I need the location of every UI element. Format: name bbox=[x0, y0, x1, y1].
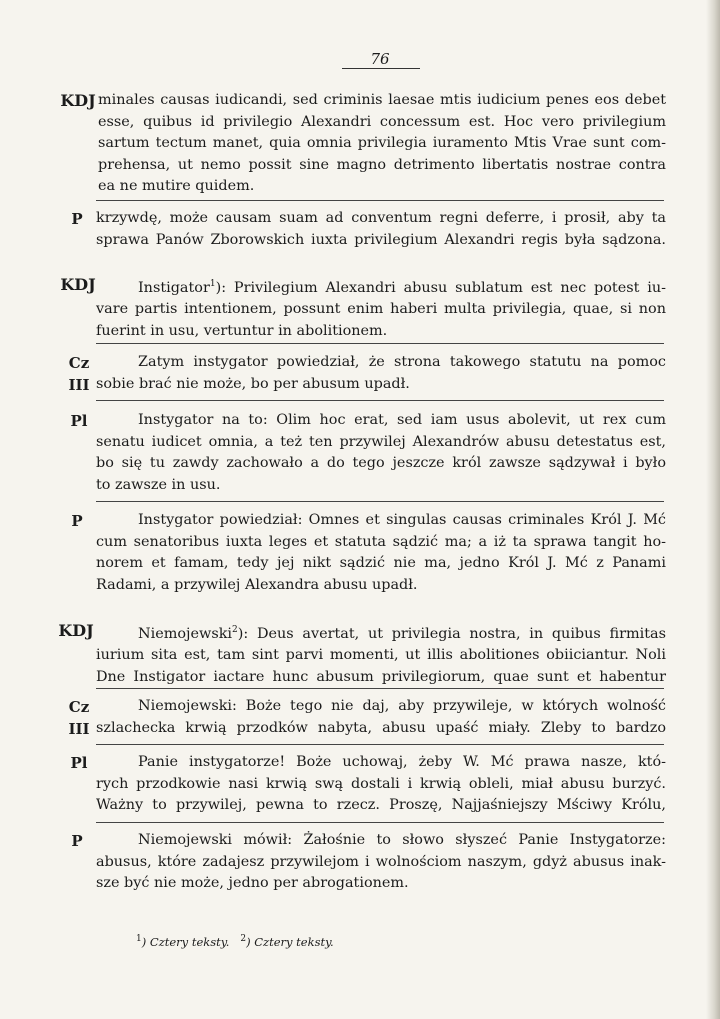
text-line: szlachecka krwią przodków nabyta, abusu upaść miały. Zleby to bardzo bbox=[96, 719, 666, 736]
text-line: cum senatoribus iuxta leges et statuta sądzić ma; a iż ta sprawa tangit ho- bbox=[96, 533, 666, 550]
source-label: KDJ bbox=[58, 621, 94, 640]
source-label: KDJ bbox=[60, 91, 96, 110]
text-line: fuerint in usu, vertuntur in abolitionem. bbox=[96, 322, 388, 339]
footnote-ref: 2 bbox=[232, 625, 238, 635]
text-line: sze być nie może, jedno per abrogationem. bbox=[96, 875, 409, 892]
text-line: prehensa, ut nemo possit sine magno detrimento libertatis nostrae contra bbox=[98, 156, 666, 173]
text-line: Niemojewski mówił: Żałośnie to słowo słyszeć Panie Instygatorze: bbox=[138, 832, 666, 848]
text-line: Niemojewski$^2$): Deus avertat, ut privilegia nostra, in quibus firmitas bbox=[138, 625, 666, 642]
source-label: KDJ bbox=[60, 275, 96, 294]
text-line: Instygator powiedział: Omnes et singulas causas criminales Król J. Mć bbox=[138, 512, 666, 528]
text-line: sprawa Panów Zborowskich iuxta privilegium Alexandri regis była sądzona. bbox=[96, 231, 666, 248]
block-text bbox=[96, 830, 666, 895]
divider-rule bbox=[96, 200, 664, 201]
divider-rule bbox=[96, 822, 664, 823]
source-label: Pl bbox=[70, 754, 88, 772]
source-label-secondary: III bbox=[68, 720, 90, 738]
text-line: Niemojewski: Boże tego nie daj, aby przywileje, w których wolność bbox=[138, 698, 666, 714]
divider-rule bbox=[96, 744, 664, 745]
text-line: Instigator$^1$): Privilegium Alexandri abusu sublatum est nec potest iu- bbox=[138, 279, 666, 296]
source-label: Cz bbox=[68, 698, 90, 716]
speaker-name: Niemojewski bbox=[138, 625, 233, 642]
text-line: Dne Instigator iactare hunc abusum privilegiorum, quae sunt et habentur bbox=[96, 668, 666, 685]
divider-rule bbox=[96, 688, 664, 689]
block-text bbox=[96, 410, 666, 496]
text-line: vare partis intentionem, possunt enim haberi multa privilegia, quae, si non bbox=[96, 301, 666, 318]
divider-rule bbox=[96, 501, 664, 502]
speaker-name: Instigator bbox=[138, 279, 210, 296]
footnote-number: 2 bbox=[240, 934, 247, 944]
block-text bbox=[96, 620, 666, 689]
text-line: krzywdę, może causam suam ad conventum regni deferre, i prosił, aby ta bbox=[96, 210, 666, 226]
source-label: P bbox=[71, 832, 83, 850]
text-line: norem et famam, tedy jej nikt sądzić nie ma, jedno Król J. Mć z Panami bbox=[96, 555, 666, 572]
text-line: iurium sita est, tam sint parvi momenti, ut illis abolitiones obiiciantur. Noli bbox=[96, 647, 666, 664]
block-text bbox=[96, 510, 666, 596]
text-line: bo się tu zawdy zachowało a do tego jeszcze król zawsze sądzywał i było bbox=[96, 455, 666, 472]
page-number: 76 bbox=[370, 50, 390, 68]
page-number-rule bbox=[342, 68, 420, 69]
source-label: Cz bbox=[68, 354, 90, 372]
block-text bbox=[96, 274, 666, 343]
divider-rule bbox=[96, 343, 664, 344]
text-line: minales causas iudicandi, sed criminis laesae mtis iudicium penes eos debet bbox=[98, 92, 666, 108]
text-line: Panie instygatorze! Boże uchowaj, żeby W. Mć prawa nasze, któ- bbox=[138, 754, 666, 770]
block-text bbox=[96, 696, 666, 739]
text-line: abusus, które zadajesz przywilejom i wolnościom naszym, gdyż abusus inak- bbox=[96, 853, 666, 870]
source-label: P bbox=[71, 512, 83, 530]
block-text bbox=[96, 352, 666, 395]
divider-rule bbox=[96, 400, 664, 401]
text-line: Instygator na to: Olim hoc erat, sed iam usus abolevit, ut rex cum bbox=[138, 412, 666, 428]
text-line: rych przodkowie nasi krwią swą dostali i krwią obleli, miał abusu burzyć. bbox=[96, 775, 666, 792]
source-label: Pl bbox=[70, 412, 88, 430]
text-line: sobie brać nie może, bo per abusum upadł. bbox=[96, 375, 410, 392]
footnote-number: 1 bbox=[136, 934, 142, 944]
footnote-ref: 1 bbox=[209, 279, 216, 289]
footnotes: $^1$) Cztery teksty. $^2$) Cztery teksty. bbox=[136, 934, 334, 949]
text-line: sartum tectum manet, quia omnia privilegia iuramento Mtis Vrae sunt com- bbox=[98, 135, 666, 152]
text-line: Radami, a przywilej Alexandra abusu upadł. bbox=[96, 576, 418, 593]
text-line: Zatym instygator powiedział, że strona takowego statutu na pomoc bbox=[138, 354, 666, 370]
source-label-secondary: III bbox=[68, 376, 90, 394]
page-edge-shadow bbox=[706, 0, 720, 1019]
block-text bbox=[98, 90, 666, 198]
text-line: esse, quibus id privilegio Alexandri concessum est. Hoc vero privilegium bbox=[98, 113, 666, 130]
text-line: Ważny to przywilej, pewna to rzecz. Proszę, Najjaśniejszy Mściwy Królu, bbox=[96, 797, 666, 814]
text-line: senatu iudicet omnia, a też ten przywilej Alexandrów abusu detestatus est, bbox=[96, 433, 666, 450]
source-label: P bbox=[71, 210, 83, 228]
text-line: ea ne mutire quidem. bbox=[98, 178, 255, 195]
footnote-text: Cztery teksty. bbox=[149, 934, 230, 949]
footnote-text: Cztery teksty. bbox=[254, 934, 334, 949]
text-line: to zawsze in usu. bbox=[96, 476, 221, 493]
block-text bbox=[96, 208, 666, 251]
block-text bbox=[96, 752, 666, 817]
